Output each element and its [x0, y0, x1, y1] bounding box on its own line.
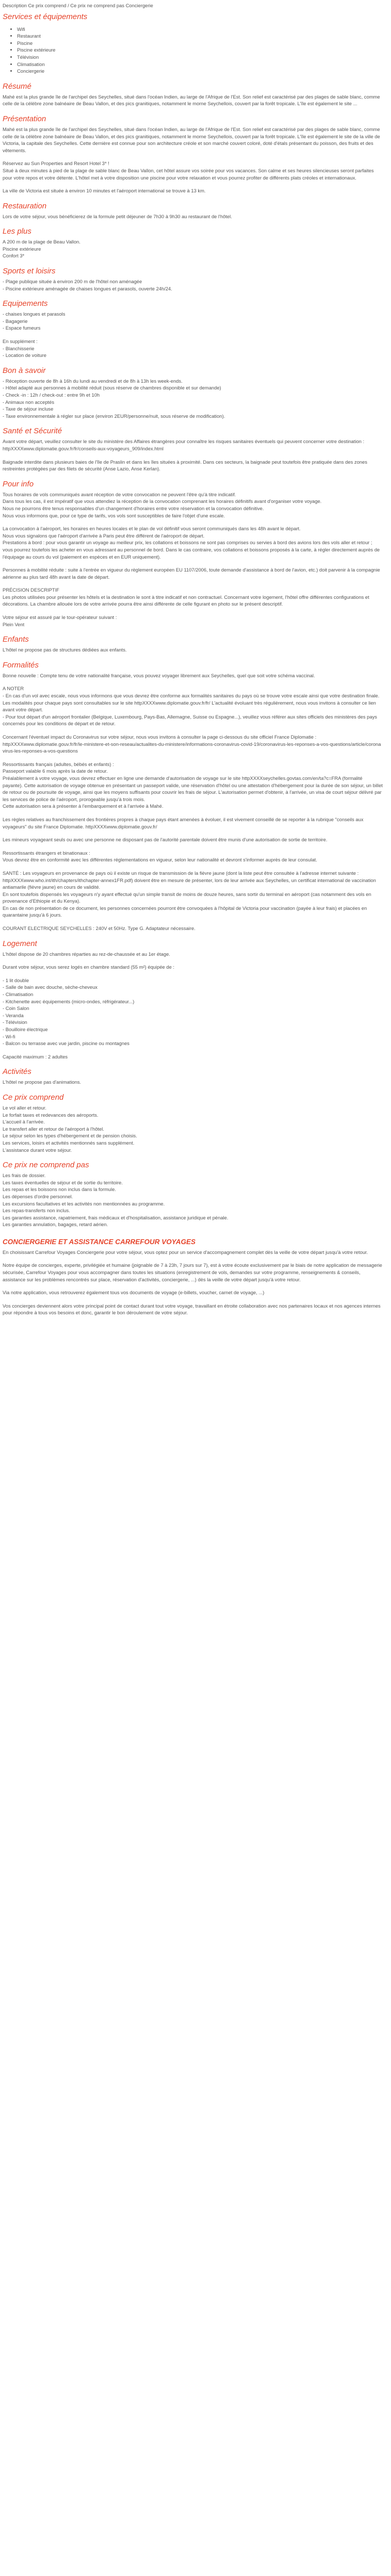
restauration-text: Lors de votre séjour, vous bénéficierez de la formule petit déjeuner de 7h30 à 9h30 au restaurant de l'hôtel.	[3, 213, 232, 219]
necomprend-line: Les garanties annulation, bagages, retard aérien.	[3, 1221, 108, 1228]
enfants-text: L'hôtel ne propose pas de structures dédiées aux enfants.	[3, 647, 127, 653]
comprend-line: L'accueil à l'arrivée.	[3, 1119, 45, 1125]
sports-line: - Plage publique située à environ 200 m de l'hôtel non aménagée	[3, 279, 142, 285]
resume-title: Résumé	[3, 81, 31, 91]
sports-line: - Piscine extérieure aménagée de chaises longues et parasols, ouverte 24h/24.	[3, 285, 172, 291]
conciergerie-p3: Via notre application, vous retrouverez également tous vos documents de voyage (e-billets, voucher, carnet de voyage, ...)	[3, 1290, 265, 1296]
bonasavoir-line: - Check -in : 12h / check-out : entre 9h et 10h	[3, 392, 100, 398]
services-title: Services et équipements	[3, 12, 88, 21]
necomprend-line: Les frais de dossier.	[3, 1172, 46, 1179]
service-item: • Conciergerie	[17, 68, 383, 75]
formalites-p: Ressortissants étrangers et binationaux : Vous devrez être en conformité avec les différentes réglementations en vigueur, selon leur nationalité et devront s'informer auprès de leur consulat.	[3, 850, 317, 863]
description-line: Description Ce prix comprend / Ce prix ne comprend pas Conciergerie	[3, 3, 153, 8]
plus-title: Les plus	[3, 227, 31, 236]
partir-p: Tous horaires de vols communiqués avant réception de votre convocation ne peuvent l'être qu'à titre indicatif. Dans tous les cas, il est impératif que vous attendiez la réception de la convocation comprenant les horaires définitifs avant d'organiser votre voyage. Nous ne pourrons être tenus responsables d'un changement d'horaires entre votre réservation et la convocation définitive. Nous vous informons que, pour ce type de tarifs, vos vols sont susceptibles de faire l'objet d'une escale.	[3, 491, 322, 518]
partir-p: Personnes à mobilité réduite : suite à l'entrée en vigueur du règlement européen EU 1107/2006, toute demande d'assistance à bord de l'avion, etc.) doit parvenir à la compagnie aérienne au plus tard 48h avant la date de départ.	[3, 567, 380, 580]
enfants-title: Enfants	[3, 635, 29, 644]
equipements-title: Equipements	[3, 299, 48, 308]
necomprend-line: Les dépenses d'ordre personnel.	[3, 1193, 73, 1199]
bonasavoir-line: - Animaux non acceptés	[3, 399, 55, 405]
comprend-line: Les services, loisirs et activités mentionnés sans supplément.	[3, 1139, 135, 1146]
formalites-title: Formalités	[3, 660, 39, 670]
sante-p2: Baignade interdite dans plusieurs baies de l'île de Praslin et dans les îles situées à proximité. Dans ces secteurs, la baignade peut toutefois être pratiquée dans des zones restreintes protégées par des filets de sécurité (Anse Lazio, Anse Kerlan).	[3, 459, 367, 472]
formalites-p: SANTÉ : Les voyageurs en provenance de pays où il existe un risque de transmission de la fièvre jaune (dont la liste peut être consultée à l'adresse internet suivante : httpXXXXwww.who.int/ith/chapters/ithchapter-annex1FR.pdf) doivent être en mesure de présenter, lors de leur arrivée aux Seychelles, un certificat international de vaccination antiamarile (fièvre jaune) en cours de validité. En sont toutefois dispensés les voyageurs n'y ayant effectué qu'un simple transit de moins de douze heures, sans sortir du terminal en aéroport (cas notamment des vols en provenance d'Ethiopie et du Kenya). En cas de non présentation de ce document, les personnes concernées pourront être convoquées à l'hôpital de Victoria pour vaccination (payée à leur frais) et placées en quarantaine jusqu'à 6 jours.	[3, 870, 376, 918]
comprend-line: Le séjour selon les types d'hébergement et de pension choisis.	[3, 1133, 137, 1139]
sante-p1: Avant votre départ, veuillez consulter le site du ministère des Affaires étrangères pour connaître les risques sanitaires éventuels qui peuvent concerner votre destination : httpXXXXwww.diplomatie.gouv.fr/fr/conseils-aux-voyageurs_909/index.html	[3, 438, 365, 451]
formalites-p: A NOTER - En cas d'un vol avec escale, nous vous informons que vous devrez être conforme aux formalités sanitaires du pays où se trouve votre escale ainsi que votre destination finale. Les modalités pour chaque pays sont consultables sur le site httpXXXXwww.diplomatie.gouv.fr/fr/ L'actualité évoluant très régulièrement, nous vous invitons à consulter ce lien avant votre départ. - Pour tout départ d'un aéroport frontalier (Belgique, Luxembourg, Pays-Bas, Allemagne, Suisse ou Espagne...), veuillez vous référer aux sites officiels des ministères des pays concernés pour les conditions de départ et de retour.	[3, 686, 380, 727]
necomprend-line: Les excursions facultatives et les activités non mentionnées au programme.	[3, 1200, 165, 1207]
service-item: • Restaurant	[17, 32, 383, 40]
plus-line: Confort 3*	[3, 253, 25, 259]
partir-p: La convocation à l'aéroport, les horaires en heures locales et le plan de vol définitif vous seront communiqués dans les 48h avant le départ. Nous vous signalons que l'aéroport d'arrivée à Paris peut être différent de l'aéroport de départ. Prestations à bord : pour vous garantir un voyage au meilleur prix, les collations et boissons ne sont pas comprises ou servies à bord des avions lors des vols aller et retour ; vous pourrez toutefois les acheter en vous adressant au personnel de bord. Dans le cas contraire, vos collations et boissons proposés à la carte, à régler directement auprès de l'équipage au cours du vol (paiement en espèces et en EUR uniquement).	[3, 526, 380, 560]
service-item: • Climatisation	[17, 61, 383, 68]
comprend-line: Le forfait taxes et redevances des aéroports.	[3, 1112, 99, 1118]
necomprend-line: Les repas-transferts non inclus.	[3, 1208, 70, 1214]
logement-p: Capacité maximum : 2 adultes	[3, 1053, 68, 1059]
conciergerie-p4: Vos concierges deviennent alors votre principal point de contact durant tout votre voyage, travaillant en étroite collaboration avec nos partenaires locaux et nos agences internes pour répondre à tous vos besoins et donc, garantir le bon déroulement de votre séjour.	[3, 1302, 381, 1316]
logement-p: - 1 lit double - Salle de bain avec douche, sèche-cheveux - Climatisation - Kitchenette avec équipements (micro-ondes, réfrigérateur...) - Coin Salon - Veranda - Télévision - Bouilloire électrique - Wi-fi - Balcon ou terrasse avec vue jardin, piscine ou montagnes	[3, 977, 135, 1047]
equipements-list	[3, 311, 383, 332]
bonasavoir-title: Bon à savoir	[3, 366, 46, 375]
supplement-list	[3, 338, 383, 359]
resume-text: Mahé est la plus grande île de l'archipel des Seychelles, situé dans l'océan Indien, au large de l'Afrique de l'Est. Son relief est caractérisé par des plages de sable blanc, comme celle de la célèbre zone balnéaire de Beau Vallon, et des pics granitiques, notamment le morne Seychellois, couvert par la forêt tropicale. L'île est également le site ...	[3, 93, 380, 107]
necomprend-line: Les taxes éventuelles de séjour et de sortie du territoire.	[3, 1179, 123, 1185]
sports-title: Sports et loisirs	[3, 267, 56, 276]
presentation-p2: Réservez au Sun Properties and Resort Hotel 3* ! Situé à deux minutes à pied de la plage de sable blanc de Beau Vallon, cet hôtel assure vos soirée pour vos vacances. Son calme et ses heures silencieuses seront parfaites pour votre repos et votre détente. L'hôtel met à votre disposition une piscine pour votre relaxation et vous pourrez profiter de différents plats créoles et internationaux.	[3, 160, 374, 181]
necomprend-title: Ce prix ne comprend pas	[3, 1161, 89, 1170]
service-item: • Piscine	[17, 40, 383, 47]
comprend-title: Ce prix comprend	[3, 1093, 64, 1102]
activites-title: Activités	[3, 1067, 31, 1077]
presentation-p3: La ville de Victoria est située à environ 10 minutes et l'aéroport international se trouve à 13 km.	[3, 188, 206, 194]
bonasavoir-list	[3, 378, 383, 420]
formalites-p: Les règles relatives au franchissement des frontières propres à chaque pays étant amenées à évoluer, il est vivement conseillé de se reporter à la rubrique "conseils aux voyageurs" du site France Diplomatie. httpXXXXwww.diplomatie.gouv.fr/	[3, 816, 364, 829]
conciergerie-title: CONCIERGERIE ET ASSISTANCE CARREFOUR VOYAGES	[3, 1237, 196, 1246]
presentation-title: Présentation	[3, 114, 46, 123]
sports-list	[3, 278, 383, 292]
partir-title: Pour info	[3, 479, 34, 488]
service-item: • Piscine extérieure	[17, 46, 383, 54]
formalites-p: Bonne nouvelle : Compte tenu de votre nationalité française, vous pouvez voyager librement aux Seychelles, quel que soit votre schéma vaccinal.	[3, 672, 315, 678]
comprend-line: Le transfert aller et retour de l'aéroport à l'hôtel.	[3, 1126, 104, 1132]
equipement-line: - chaises longues et parasols	[3, 311, 66, 317]
logement-p: L'hôtel dispose de 20 chambres réparties au rez-de-chaussée et au 1er étage.	[3, 951, 170, 957]
bonasavoir-line: - Hôtel adapté aux personnes à mobilité réduit (sous réserve de chambres disponible et sur demande)	[3, 385, 221, 391]
plus-line: A 200 m de la plage de Beau Vallon.	[3, 239, 80, 245]
logement-title: Logement	[3, 939, 37, 948]
sante-title: Santé et Sécurité	[3, 427, 62, 436]
supplement-line: - Location de voiture	[3, 352, 46, 358]
partir-p: Votre séjour est assuré par le tour-opérateur suivant : Plein Vent	[3, 614, 117, 627]
bonasavoir-line: - Taxe environnementale à régler sur place (environ 2EUR/personne/nuit, sous réserve de modification).	[3, 413, 225, 419]
formalites-p: COURANT ELECTRIQUE SEYCHELLES : 240V et 50Hz. Type G. Adaptateur nécessaire.	[3, 925, 196, 932]
formalites-p: Les mineurs voyageant seuls ou avec une personne ne disposant pas de l'autorité parentale doivent être munis d'une autorisation de sortie de territoire.	[3, 837, 328, 843]
conciergerie-p2: Notre équipe de concierges, experte, privilégiée et humaine (joignable de 7 à 23h, 7 jours sur 7), est à votre écoute exclusivement par le biais de notre application de messagerie sécurisée, Carrefour Voyages pour vous accompagner dans toutes les situations (enregistrement de vols, demandes sur votre programme, renseignements & conseils, assistance sur les problèmes rencontrés sur place, réservation d'activités, conciergerie, ...) dès la veille de votre départ jusqu'à votre retour.	[3, 1262, 382, 1282]
necomprend-line: Les repas et les boissons non inclus dans la formule.	[3, 1186, 116, 1193]
equipement-line: - Espace fumeurs	[3, 325, 41, 331]
supplement-title: En supplément :	[3, 338, 38, 345]
comprend-line: Le vol aller et retour.	[3, 1104, 46, 1111]
conciergerie-p1: En choisissant Carrefour Voyages Conciergerie pour votre séjour, vous optez pour un service d'accompagnement complet dès la veille de votre départ jusqu'à votre retour.	[3, 1249, 368, 1255]
activites-text: L'hôtel ne propose pas d'animations.	[3, 1079, 82, 1085]
logement-p: Durant votre séjour, vous serez logés en chambre standard (55 m²) équipée de :	[3, 964, 174, 970]
presentation-p1: Mahé est la plus grande île de l'archipel des Seychelles, situé dans l'océan Indien, au large de l'Afrique de l'Est. Son relief est caractérisé par des plages de sable blanc, comme celle de la célèbre zone balnéaire de Beau Vallon, et des pics granitiques, notamment le morne Seychellois, couvert par la forêt tropicale. L'île est également le site de la ville de Victoria, la capitale des Seychelles. Cette dernière est connue pour son architecture créole et son marché couvert coloré, doté d'étals présentant du poisson, des fruits et des vêtements.	[3, 126, 380, 153]
partir-p: PRÉCISION DESCRIPTIF Les photos utilisées pour présenter les hôtels et la destination le sont à titre indicatif et non contractuel. Concernant votre logement, l'hôtel offre différentes configurations et décorations. La chambre allouée lors de votre arrivée pourra être ainsi différente de celle figurant en photo sur le présent descriptif.	[3, 587, 369, 607]
services-list	[3, 26, 383, 75]
necomprend-line: Les garanties assistance, rapatriement, frais médicaux et d'hospitalisation, assistance juridique et pénale.	[3, 1214, 229, 1220]
restauration-title: Restauration	[3, 201, 47, 210]
plus-line: Piscine extérieure	[3, 246, 41, 252]
formalites-p: Concernant l'éventuel impact du Coronavirus sur votre séjour, nous vous invitons à consulter la page ci-dessous du site officiel France Diplomatie : httpXXXXwww.diplomatie.gouv.fr/fr/le-ministere-et-son-reseau/actualites-du-ministere/informations-coronavirus-covid-19/coronavirus-les-reponses-a-vos-questions/article/coronavirus-les-reponses-a-vos-questions	[3, 734, 381, 754]
necomprend-list	[3, 1172, 383, 1228]
bonasavoir-line: - Réception ouverte de 8h à 16h du lundi au vendredi et de 8h à 13h les week-ends.	[3, 378, 183, 384]
equipement-line: - Bagagerie	[3, 318, 28, 324]
plus-list	[3, 238, 383, 259]
service-item: • Télévision	[17, 54, 383, 61]
formalites-p: Ressortissants français (adultes, bébés et enfants) : Passeport valable 6 mois après la date de retour. Préalablement à votre voyage, vous devrez effectuer en ligne une demande d'autorisation de voyage sur le site httpXXXXseychelles.govtas.com/en/ta?c=FRA (formalité payante). Cette autorisation de voyage obtenue en présentant un passeport valide, une réservation d'hôtel ou une attestation d'hébergement pour la durée de son séjour, un billet de retour ou de poursuite de voyage, ainsi que les moyens suffisants pour couvrir les frais de séjour. L'autorisation permet d'obtenir, à l'arrivée, un visa de court séjour délivré par les services de police de l'aéroport, prorogeable jusqu'à trois mois. Cette autorisation sera à présenter à l'embarquement et à l'arrivée à Mahé.	[3, 761, 383, 809]
supplement-line: - Blanchisserie	[3, 345, 35, 351]
comprend-list	[3, 1104, 383, 1153]
comprend-line: L'assistance durant votre séjour.	[3, 1147, 72, 1153]
service-item: • Wifi	[17, 26, 383, 33]
bonasavoir-line: - Taxe de séjour incluse	[3, 406, 54, 412]
